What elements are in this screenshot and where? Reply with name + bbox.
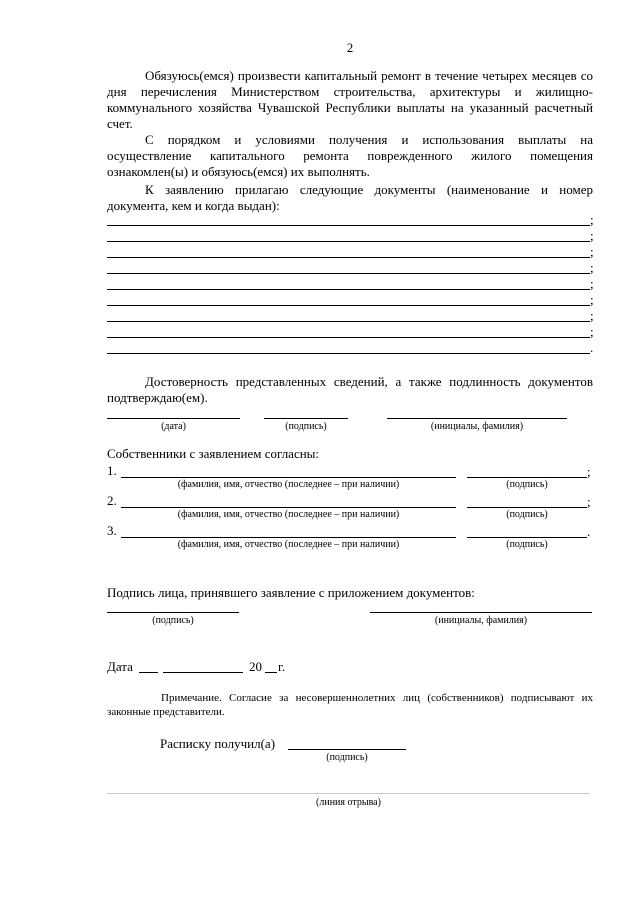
owner-signature-line[interactable] <box>467 537 587 538</box>
paragraph-attachments-text: К заявлению прилагаю следующие документы (наименование и номер документа, кем и когда выдан): <box>107 182 593 213</box>
paragraph-acknowledgement-text: С порядком и условиями получения и использования выплаты на осуществление капитального ремонта поврежденного жилого помещения ознакомлен(ы) и обязуюсь(емся) их выполнять. <box>107 132 593 179</box>
date-year-suffix: г. <box>278 659 286 674</box>
attachment-line[interactable] <box>107 353 590 354</box>
date-label: Дата <box>107 659 133 674</box>
owner-fio-caption: (фамилия, имя, отчество (последнее – при наличии) <box>177 509 400 520</box>
confirm-signature-caption: (подпись) <box>285 421 327 432</box>
attachment-line[interactable] <box>107 289 590 290</box>
attachment-line[interactable] <box>107 337 590 338</box>
owner-fio-caption: (фамилия, имя, отчество (последнее – при наличии) <box>177 479 400 490</box>
attachment-line[interactable] <box>107 273 590 274</box>
owner-fio-caption: (фамилия, имя, отчество (последнее – при наличии) <box>177 539 400 550</box>
paragraph-acknowledgement <box>107 132 593 180</box>
owner-signature-caption: (подпись) <box>506 479 548 490</box>
receiver-name-line[interactable] <box>370 612 592 613</box>
owner-fio-line[interactable] <box>121 537 456 538</box>
owner-number: 3. <box>107 523 117 538</box>
owner-line-end: ; <box>587 494 591 509</box>
note: Примечание. Согласие за несовершеннолетних лиц (собственников) подписывают их законные представители. <box>107 692 593 718</box>
owners-heading: Собственники с заявлением согласны: <box>107 446 320 461</box>
receipt-signature-caption: (подпись) <box>326 752 368 763</box>
attachment-line-end: ; <box>590 324 594 339</box>
paragraph-obligation <box>107 68 593 132</box>
owner-signature-caption: (подпись) <box>506 509 548 520</box>
receipt-signature-line[interactable] <box>288 749 406 750</box>
receiver-name-caption: (инициалы, фамилия) <box>434 615 528 626</box>
date-year-prefix: 20 <box>249 659 262 674</box>
paragraph-attachments <box>107 182 593 214</box>
owner-line-end: . <box>587 524 591 539</box>
date-day-line[interactable] <box>139 672 158 673</box>
owner-signature-line[interactable] <box>467 507 587 508</box>
attachment-line-end: ; <box>590 212 594 227</box>
confirm-date-line[interactable] <box>107 418 240 419</box>
receiver-signature-line[interactable] <box>107 612 239 613</box>
date-year-line[interactable] <box>265 672 277 673</box>
attachment-line[interactable] <box>107 225 590 226</box>
paragraph-authenticity <box>107 374 593 406</box>
owner-line-end: ; <box>587 464 591 479</box>
owner-number: 1. <box>107 463 117 478</box>
attachment-line-end: ; <box>590 308 594 323</box>
confirm-name-caption: (инициалы, фамилия) <box>430 421 524 432</box>
receiver-heading: Подпись лица, принявшего заявление с приложением документов: <box>107 585 475 600</box>
attachment-line[interactable] <box>107 257 590 258</box>
owner-signature-line[interactable] <box>467 477 587 478</box>
cut-line-caption: (линия отрыва) <box>316 797 381 808</box>
receipt-label: Расписку получил(а) <box>160 736 276 751</box>
receiver-signature-caption: (подпись) <box>152 615 194 626</box>
owner-fio-line[interactable] <box>121 477 456 478</box>
attachment-line[interactable] <box>107 305 590 306</box>
confirm-date-caption: (дата) <box>161 421 186 432</box>
attachment-line-end: ; <box>590 276 594 291</box>
paragraph-authenticity-text: Достоверность представленных сведений, а также подлинность документов подтверждаю(ем). <box>107 374 593 405</box>
attachment-line[interactable] <box>107 321 590 322</box>
owner-fio-line[interactable] <box>121 507 456 508</box>
attachment-line-end: ; <box>590 260 594 275</box>
owner-number: 2. <box>107 493 117 508</box>
attachment-line-end: . <box>590 340 594 355</box>
attachment-line-end: ; <box>590 244 594 259</box>
attachment-line-end: ; <box>590 228 594 243</box>
paragraph-obligation-text: Обязуюсь(емся) произвести капитальный ремонт в течение четырех месяцев со дня перечисления Министерством строительства, архитектуры и жилищно-коммунального хозяйства Чувашской Республики выплаты на указанный расчетный счет. <box>107 68 593 131</box>
cut-line <box>107 793 590 794</box>
attachment-line[interactable] <box>107 241 590 242</box>
page-number: 2 <box>346 40 354 55</box>
attachment-line-end: ; <box>590 292 594 307</box>
date-month-line[interactable] <box>163 672 243 673</box>
confirm-name-line[interactable] <box>387 418 567 419</box>
confirm-signature-line[interactable] <box>264 418 348 419</box>
owner-signature-caption: (подпись) <box>506 539 548 550</box>
